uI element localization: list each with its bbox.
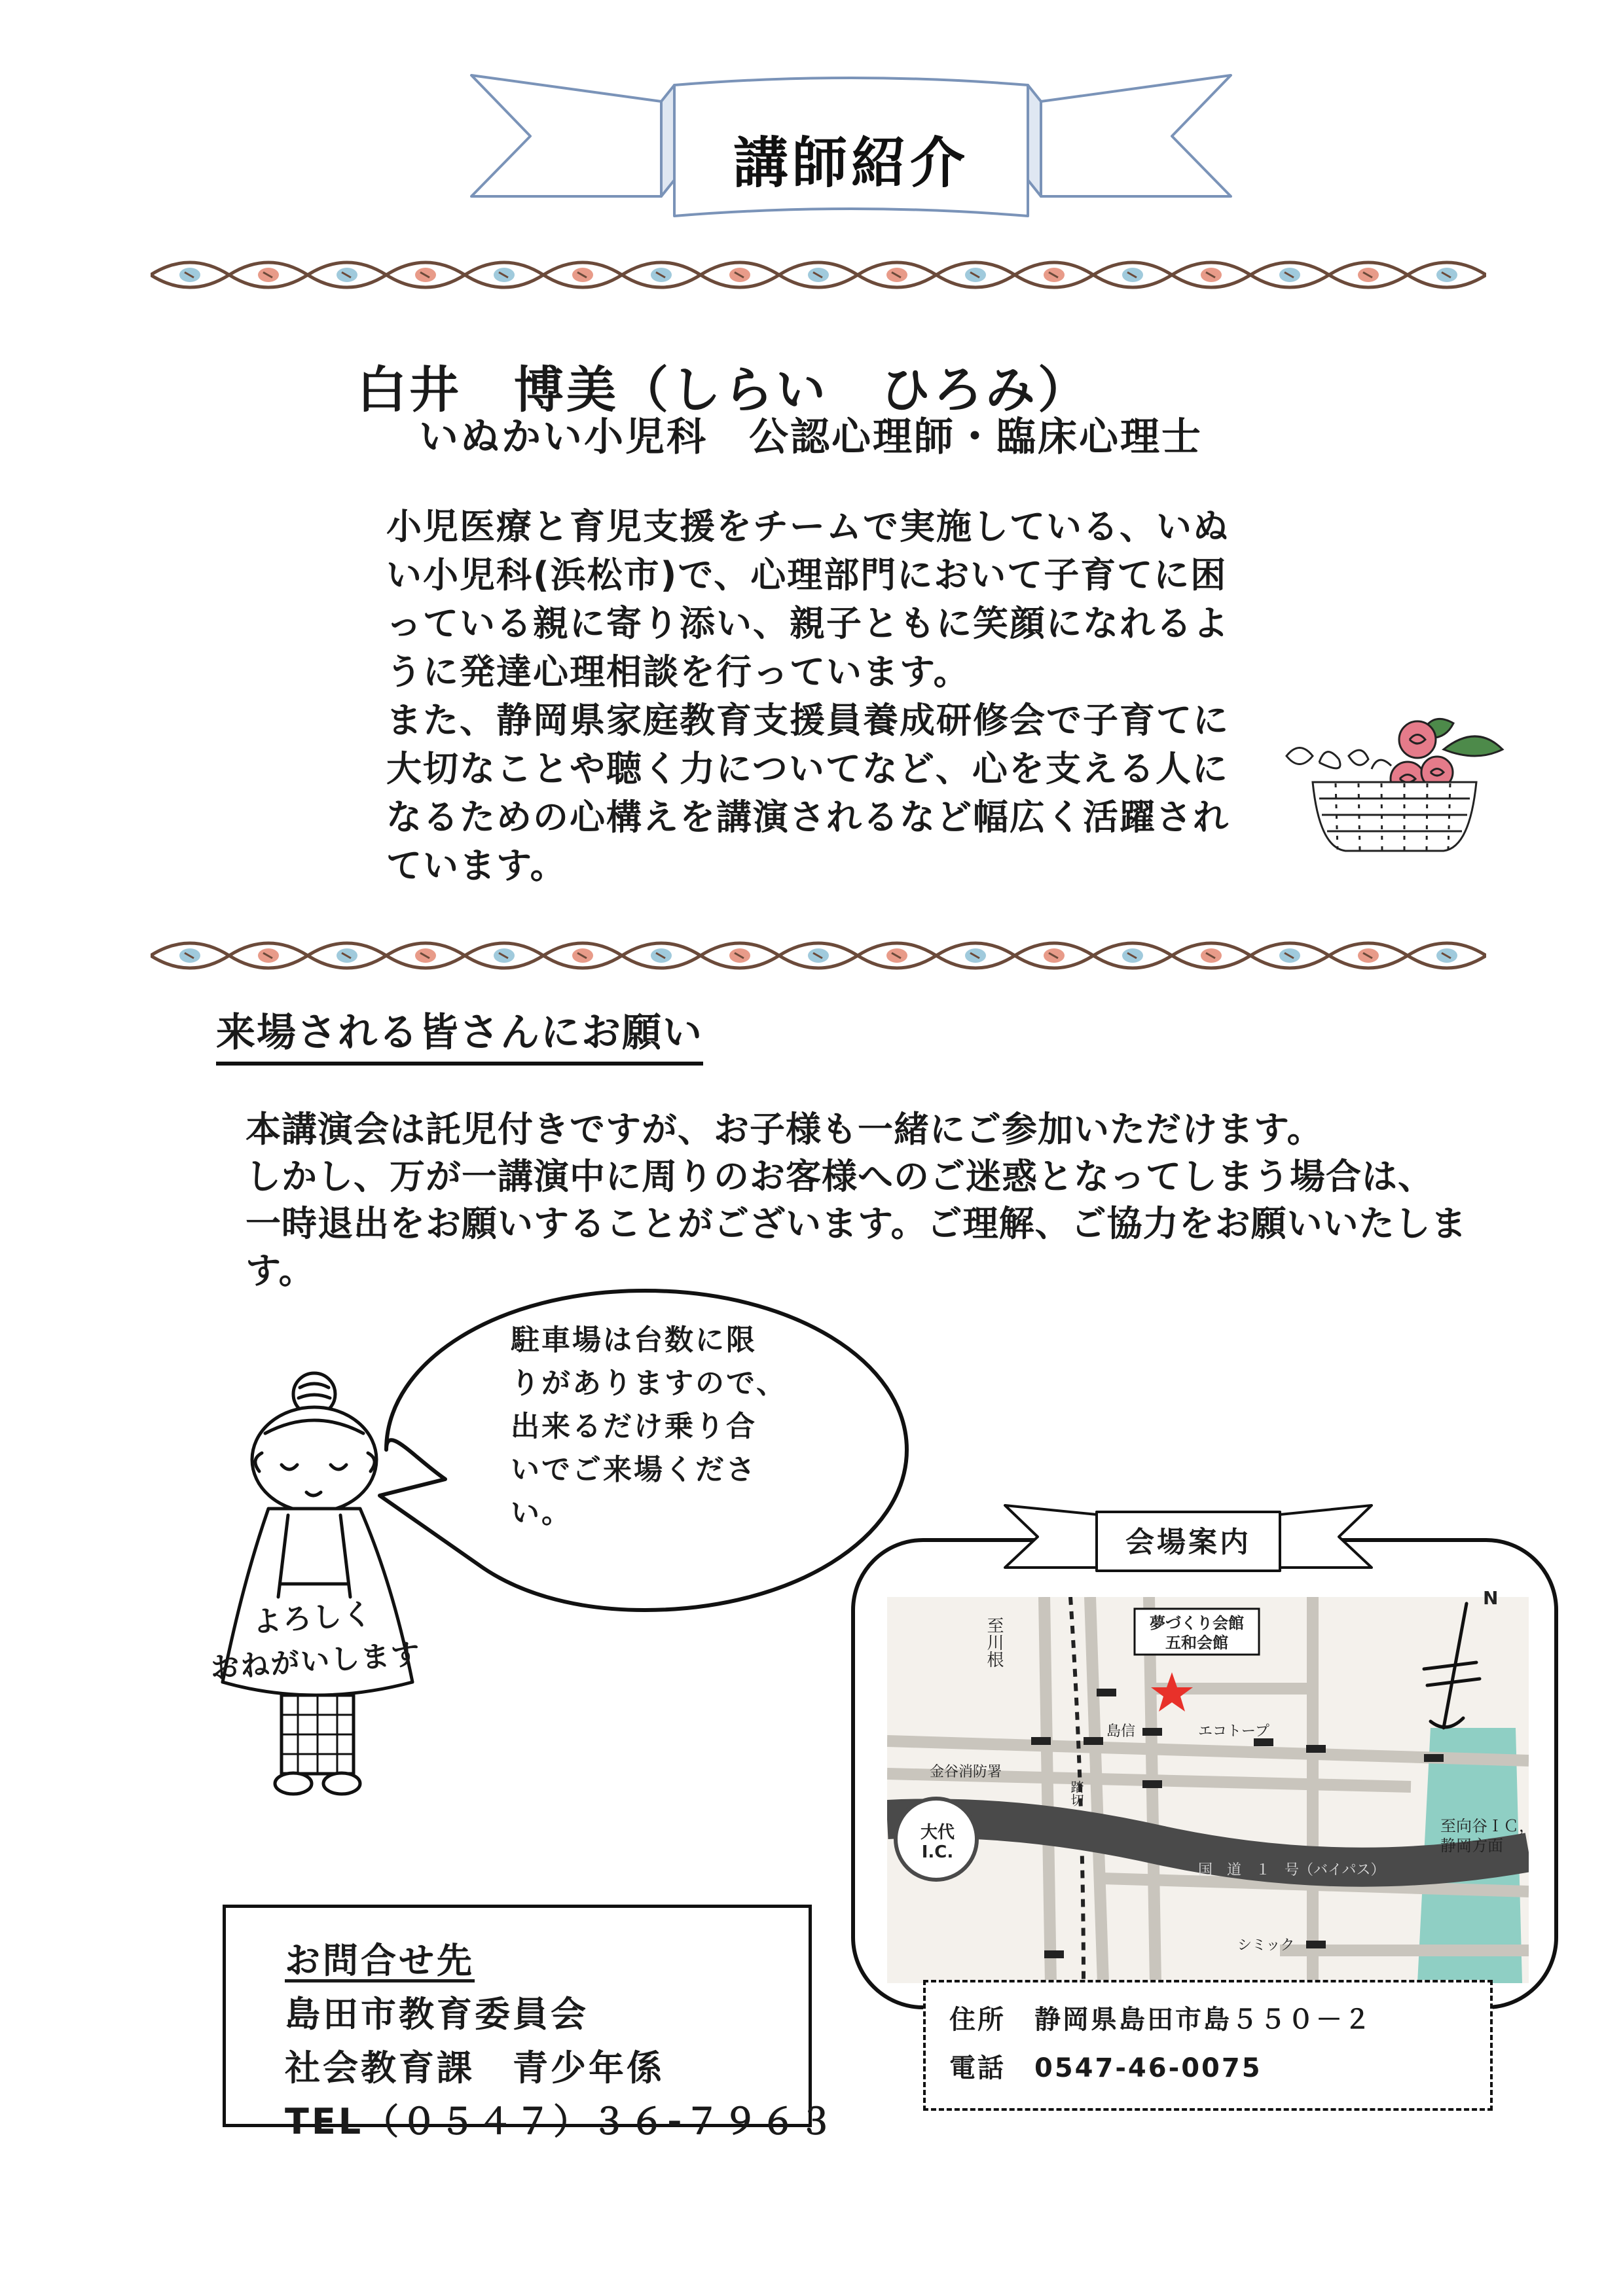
contact-dept: 社会教育課 青少年係 [285, 2047, 665, 2089]
notice-line: す。 [246, 1250, 315, 1291]
notice-line: 本講演会は託児付きですが、お子様も一緒にご参加いただけます。 [246, 1109, 1323, 1150]
map-label-simic: シミック [1237, 1937, 1295, 1954]
map-label-venue-line2: 五和会館 [1165, 1634, 1228, 1652]
map-label-daidai-ic [898, 1823, 977, 1862]
bio-line: 大切なことや聴く力についてなど、心を支える人に [386, 748, 1229, 789]
venue-phone [949, 2044, 1467, 2092]
lecturer-name: 白井 博美（しらい ひろみ） [357, 361, 1090, 419]
map-label-venue [1135, 1613, 1259, 1653]
sign-line: よろしく [251, 1597, 374, 1640]
venue-address [949, 1996, 1467, 2044]
request-notice [246, 1106, 1555, 1295]
venue-label: 会場案内 [1125, 1526, 1251, 1559]
map-label-venue-line1: 夢づくり会館 [1150, 1614, 1244, 1632]
sign-line: おねがいします [209, 1637, 422, 1686]
map-label-north: N [1483, 1587, 1499, 1609]
address-key: 住所 [949, 2005, 1006, 2035]
bio-line: っている親に寄り添い、親子ともに笑顔になれるよ [386, 603, 1230, 644]
contact-heading: お問合せ先 [285, 1940, 475, 1981]
map-label-fire-station: 金谷消防署 [930, 1764, 1002, 1780]
vine-divider-top [151, 242, 1486, 308]
bio-line: うに発達心理相談を行っています。 [386, 651, 970, 692]
bio-line: また、静岡県家庭教育支援員養成研修会で子育てに [386, 700, 1230, 741]
notice-line: 一時退出をお願いすることがございます。ご理解、ご協力をお願いいたしま [246, 1203, 1467, 1244]
contact-phone: TEL（０５４７）３６-７９６３ [285, 2101, 837, 2142]
map-label-route1: 国 道 １ 号（バイパス） [1198, 1862, 1385, 1878]
bio-line: ています。 [386, 845, 567, 886]
venue-address-box [923, 1980, 1493, 2111]
map-label-daidai-ic-line2: I.C. [921, 1842, 954, 1862]
bubble-line: いでご来場くださ [511, 1453, 757, 1486]
bubble-line: 出来るだけ乗り合 [511, 1410, 757, 1443]
page-title: 講師紹介 [733, 131, 969, 195]
lecturer-bio [386, 503, 1303, 890]
map-label-crossing: 踏切 [1068, 1780, 1084, 1806]
woman-sign [194, 1589, 435, 1692]
map-label-to-mukaiya [1440, 1816, 1535, 1856]
bio-line: い小児科(浜松市)で、心理部門において子育てに困 [386, 554, 1228, 596]
request-heading: 来場される皆さんにお願い [216, 1001, 703, 1066]
bio-line: なるための心構えを講演されるなど幅広く活躍され [386, 797, 1230, 838]
title-banner [458, 65, 1244, 229]
map-label-daidai-ic-line1: 大代 [920, 1823, 955, 1842]
lecturer-affiliation: いぬかい小児科 公認心理師・臨床心理士 [419, 414, 1203, 460]
bubble-line: 駐車場は台数に限 [511, 1323, 757, 1357]
parking-notice [511, 1319, 787, 1535]
phone-value: 0547-46-0075 [1034, 2053, 1262, 2083]
phone-key: 電話 [949, 2053, 1006, 2083]
map-label-to-mukaiya-line1: 至向谷ＩＣ， [1440, 1817, 1535, 1835]
bubble-line: りがありますので、 [511, 1367, 788, 1400]
contact-org: 島田市教育委員会 [285, 1994, 589, 2035]
bio-line: 小児医療と育児支援をチームで実施している、いぬ [386, 506, 1230, 547]
map-label-ecotop: エコトープ [1198, 1723, 1269, 1740]
map-label-to-kawane: 至川根 [984, 1617, 1004, 1668]
notice-line: しかし、万が一講演中に周りのお客様へのご迷惑となってしまう場合は、 [246, 1156, 1434, 1197]
map-label-shimakan: 島信 [1106, 1723, 1136, 1740]
map-label-to-mukaiya-line2: 静岡方面 [1440, 1837, 1503, 1855]
address-value: 静岡県島田市島５５０－２ [1034, 2005, 1372, 2035]
contact-box [223, 1905, 837, 2142]
bubble-line: い。 [511, 1496, 572, 1530]
flower-basket-icon [1280, 710, 1516, 861]
vine-divider-middle [151, 923, 1486, 988]
